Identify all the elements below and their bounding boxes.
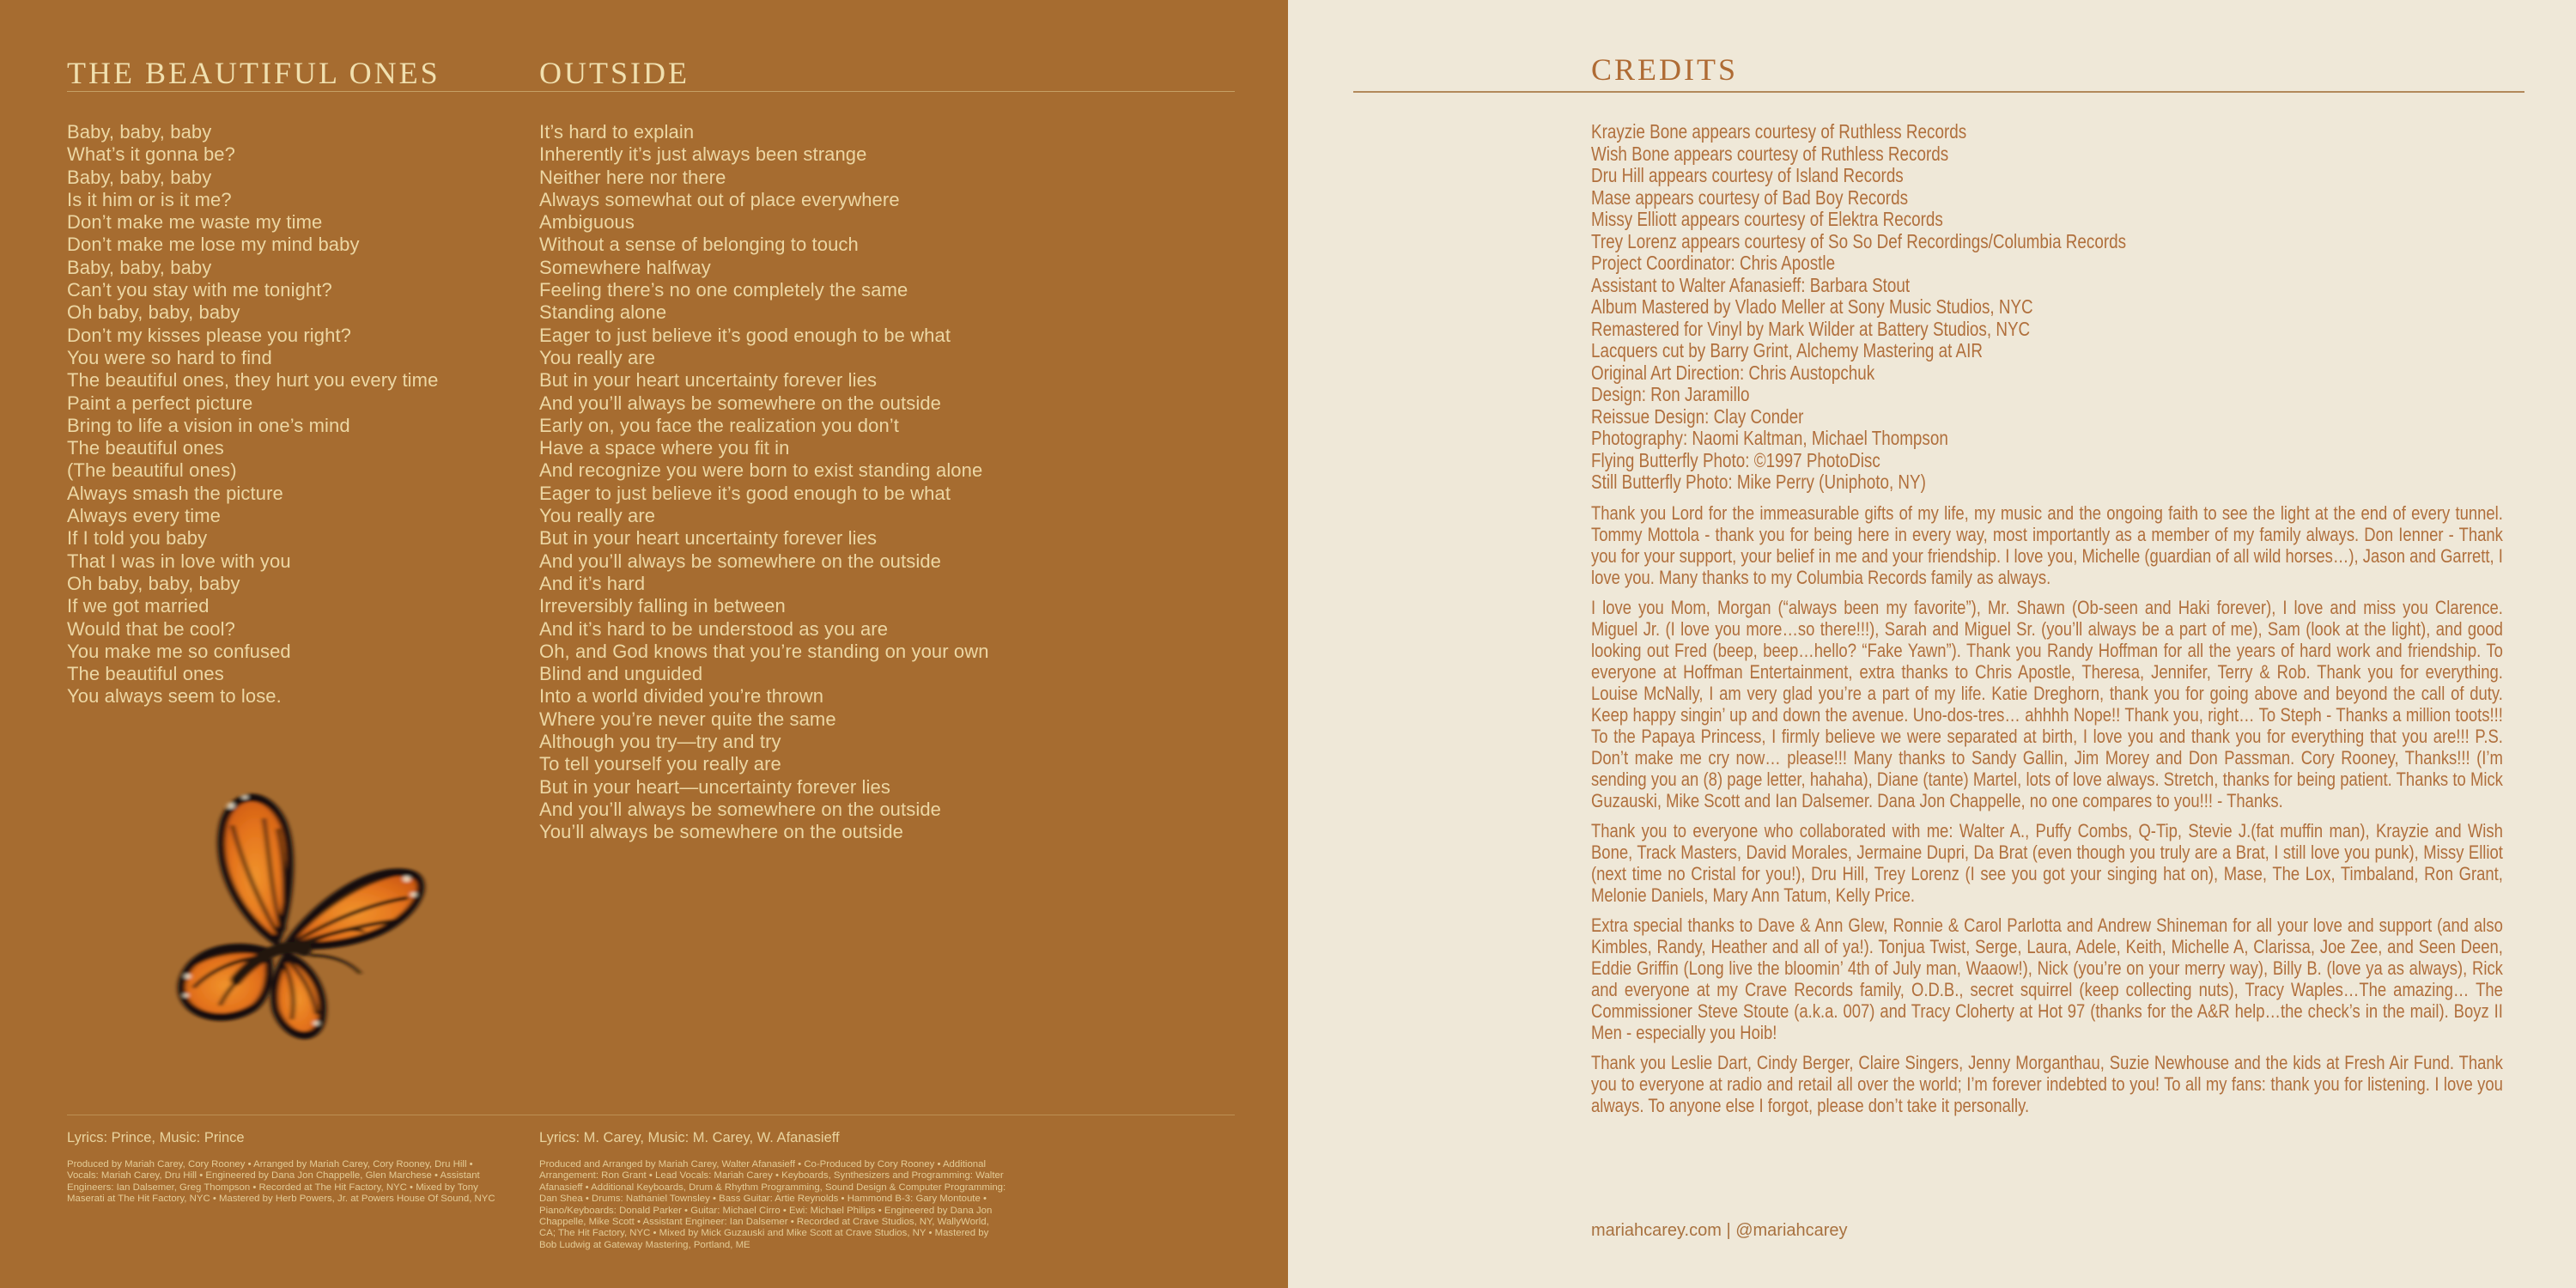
credit-line: Album Mastered by Vlado Meller at Sony Music Studios, NYC [1591, 295, 2033, 318]
credit-line: Remastered for Vinyl by Mark Wilder at Battery Studios, NYC [1591, 317, 2031, 340]
lyric-line: You’ll always be somewhere on the outside [539, 821, 903, 843]
credit-line: Still Butterfly Photo: Mike Perry (Uniphoto, NY) [1591, 471, 1926, 493]
credit-line: Original Art Direction: Chris Austopchuk [1591, 361, 1875, 384]
lyric-line: Would that be cool? [67, 617, 235, 640]
credit-line: Reissue Design: Clay Conder [1591, 404, 1804, 428]
thank-you-paragraph: I love you Mom, Morgan (“always been my favorite”), Mr. Shawn (Ob-seen and Haki forever), I love and miss you Clarence. Miguel Jr. (I love you more…so there!!!), Sarah and Miguel Sr. (you’ll always be a part of me), Sam (look at the light), and good looking out Fred (beep, beep…hello? “Fake Yawn”). Thank you Randy Hoffman for all the years of hard work and friendship. To everyone at Hoffman Entertainment, extra thanks to Chris Apostle, Theresa, Jennifer, Terry & Rob. Thank you for everything. Louise McNally, I am very glad you’re a part of my life. Katie Dreghorn, thank you for going above and beyond the call of duty. Keep happy singin’ up and down the avenue. Uno-dos-tres… ahhhh Nope!! Thank you, right… To Steph - Thanks a million toots!!! To the Papaya Princess, I firmly believe we were separated at birth, I love you and thank you for everything that you are!!! P.S. Don’t make me cry now… please!!! Many thanks to Sandy Gallin, Jim Morey and Don Passman. Cory Rooney, Thanks!!! (I’m sending you an (8) page letter, hahaha), Diane (tante) Martel, lots of love always. Stretch, thanks for being patient. Thanks to Mick Guzauski, Mike Scott and Ian Dalsemer. Dana Jon Chappelle, no one compares to you!!! - Thanks. [1591, 596, 2503, 811]
lyric-line: Feeling there’s no one completely the same [539, 279, 908, 301]
production-credit-outside: Produced and Arranged by Mariah Carey, Walter Afanasieff • Co-Produced by Cory Rooney • Additional Arrangement: Ron Grant • Lead Vocals: Mariah Carey • Keyboards, Synthesizers and Programming: Walter Afanasieff • Additional Keyboards, Drum & Rhythm Programming, Sound Design & Computer Programming: Dan Shea • Drums: Nathaniel Townsley • Bass Guitar: Artie Reynolds • Hammond B-3: Gary Montoute • Piano/Keyboards: Donald Parker • Guitar: Michael Cirro • Ewi: Michael Philips • Engineered by Dana Jon Chappelle, Mike Scott • Assistant Engineer: Ian Dalsemer • Recorded at Crave Studios, NY, WallyWorld, CA; The Hit Factory, NYC • Mixed by Mick Guzauski and Mike Scott at Crave Studios, NY • Mastered by Bob Ludwig at Gateway Mastering, Portland, ME [539, 1159, 1006, 1250]
lyric-line: What’s it gonna be? [67, 143, 235, 166]
lyric-line: Oh baby, baby, baby [67, 301, 240, 324]
credits-list [1591, 121, 2503, 494]
lyric-line: Don’t make me waste my time [67, 211, 323, 234]
lyric-line: But in your heart uncertainty forever lies [539, 369, 878, 392]
lyric-line: Somewhere halfway [539, 256, 711, 278]
lyric-line: Can’t you stay with me tonight? [67, 279, 332, 301]
lyric-line: (The beautiful ones) [67, 459, 237, 482]
lyric-line: And you’ll always be somewhere on the outside [539, 392, 941, 414]
lyric-line: You really are [539, 346, 656, 368]
lyric-line: You always seem to lose. [67, 685, 282, 708]
lyric-line: But in your heart—uncertainty forever lies [539, 775, 890, 798]
lyric-line: You were so hard to find [67, 346, 272, 368]
lyric-line: Always smash the picture [67, 482, 283, 504]
lyric-line: Baby, baby, baby [67, 166, 212, 188]
credits-divider-rule [1353, 91, 2524, 93]
lyric-line: Without a sense of belonging to touch [539, 234, 859, 256]
production-credit-the-beautiful-ones: Produced by Mariah Carey, Cory Rooney • Arranged by Mariah Carey, Cory Rooney, Dru Hill • Vocals: Mariah Carey, Dru Hill • Engineered by Dana Jon Chappelle, Glen Marchese • Assistant Engineers: Ian Dalsemer, Greg Thompson • Recorded at The Hit Factory, NYC • Mixed by Tony Maserati at The Hit Factory, NYC • Mastered by Herb Powers, Jr. at Powers House Of Sound, NYC [67, 1159, 495, 1205]
credit-line: Photography: Naomi Kaltman, Michael Thompson [1591, 427, 1948, 449]
lyric-line: Bring to life a vision in one’s mind [67, 414, 350, 436]
lyric-line: And it’s hard to be understood as you are [539, 617, 889, 640]
credits-content [1591, 121, 2503, 1125]
credit-line: Krayzie Bone appears courtesy of Ruthless Records [1591, 120, 1967, 143]
song-title-the-beautiful-ones: THE BEAUTIFUL ONES [67, 56, 440, 90]
lyric-line: Inherently it’s just always been strange [539, 143, 867, 166]
lyric-line: Oh, and God knows that you’re standing on your own [539, 640, 989, 662]
lyric-line: Where you’re never quite the same [539, 708, 836, 730]
lyric-line: If I told you baby [67, 527, 208, 550]
butterfly-image [156, 771, 434, 1049]
lyric-line: Standing alone [539, 301, 667, 324]
credits-page [1288, 0, 2576, 1288]
lyric-line: Blind and unguided [539, 663, 703, 685]
lyric-line: Early on, you face the realization you don’t [539, 414, 899, 436]
lyric-line: Neither here nor there [539, 166, 726, 188]
thank-you-notes [1591, 502, 2503, 1116]
lyric-line: And recognize you were born to exist standing alone [539, 459, 983, 482]
lyric-line: Into a world divided you’re thrown [539, 685, 824, 708]
lyric-line: Baby, baby, baby [67, 121, 212, 143]
songwriter-credit-the-beautiful-ones: Lyrics: Prince, Music: Prince [67, 1130, 245, 1145]
lyric-line: The beautiful ones [67, 663, 224, 685]
lyric-line: You make me so confused [67, 640, 291, 662]
song-title-outside: OUTSIDE [539, 56, 690, 90]
lyric-line: That I was in love with you [67, 550, 291, 572]
thank-you-paragraph: Thank you Leslie Dart, Cindy Berger, Claire Singers, Jenny Morganthau, Suzie Newhouse and the kids at Fresh Air Fund. Thank you to everyone at radio and retail all over the world; I’m forever indebted to you! To all my fans: thank you for listening. I love you always. To anyone else I forgot, please don’t take it personally. [1591, 1051, 2503, 1116]
credit-line: Flying Butterfly Photo: ©1997 PhotoDisc [1591, 448, 1880, 471]
credit-line: Dru Hill appears courtesy of Island Records [1591, 164, 1904, 186]
lyric-line: Ambiguous [539, 211, 635, 234]
lyric-line: You really are [539, 505, 656, 527]
lyric-line: Oh baby, baby, baby [67, 572, 240, 594]
lyric-line: And you’ll always be somewhere on the outside [539, 798, 941, 820]
lyrics-the-beautiful-ones [67, 121, 531, 708]
credits-title: CREDITS [1591, 52, 1739, 87]
credit-line: Mase appears courtesy of Bad Boy Records [1591, 185, 1909, 209]
credit-line: Trey Lorenz appears courtesy of So So Def Recordings/Columbia Records [1591, 229, 2127, 252]
credit-line: Missy Elliott appears courtesy of Elektra Records [1591, 208, 1943, 230]
lyric-line: It’s hard to explain [539, 121, 695, 143]
credit-line: Lacquers cut by Barry Grint, Alchemy Mastering at AIR [1591, 339, 1983, 361]
lyric-line: Don’t make me lose my mind baby [67, 234, 360, 256]
thank-you-paragraph: Thank you to everyone who collaborated with me: Walter A., Puffy Combs, Q-Tip, Stevie J.(fat muffin man), Krayzie and Wish Bone, Track Masters, David Morales, Jermaine Dupri, Da Brat (even though you truly are a Brat, I still love you punk), Missy Elliot (next time no Cristal for you!), Dru Hill, Trey Lorenz (I see you got your singing hat on), Mase, The Lox, Timbaland, Ron Grant, Melonie Daniels, Mary Ann Tatum, Kelly Price. [1591, 819, 2503, 906]
lyric-line: And it’s hard [539, 572, 646, 594]
title-divider-rule [67, 91, 1235, 92]
lyric-line: Paint a perfect picture [67, 392, 253, 414]
lyric-line: Eager to just believe it’s good enough to be what [539, 324, 951, 346]
lyric-line: The beautiful ones [67, 437, 224, 459]
credit-line: Assistant to Walter Afanasieff: Barbara Stout [1591, 273, 1911, 296]
lyric-line: Have a space where you fit in [539, 437, 790, 459]
songwriter-credit-outside: Lyrics: M. Carey, Music: M. Carey, W. Afanasieff [539, 1130, 840, 1145]
lyric-line: To tell yourself you really are [539, 753, 781, 775]
thank-you-paragraph: Extra special thanks to Dave & Ann Glew, Ronnie & Carol Parlotta and Andrew Shineman for all your love and support (and also Kimbles, Randy, Heather and all of ya!). Tonjua Twist, Serge, Laura, Adele, Keith, Michelle A, Clarissa, Joe Zee, and Seen Deen, Eddie Griffin (Long live the bloomin’ 4th of July man, Waaow!), Nick (you’re on your merry way), Billy B. (love ya as always), Rick and everyone at my Crave Records family, O.D.B., secret squirrel (keep collecting nuts), Tracy Waples…The amazing… The Commissioner Steve Stoute (a.k.a. 007) and Tracy Cloherty at Hot 97 (thanks for the A&R help…the check’s in the mail). Boyz II Men - especially you Hoib! [1591, 914, 2503, 1043]
credit-line: Design: Ron Jaramillo [1591, 383, 1750, 405]
lyric-line: The beautiful ones, they hurt you every time [67, 369, 439, 392]
thank-you-paragraph: Thank you Lord for the immeasurable gifts of my life, my music and the ongoing faith to see the light at the end of every tunnel. Tommy Mottola - thank you for being here in every way, most importantly as a member of my family always. Don Ienner - Thank you for your support, your belief in me and your friendship. I love you, Michelle (guardian of all wild horses…), Jason and Garrett, I love you. Many thanks to my Columbia Records family as always. [1591, 501, 2503, 588]
lyric-line: Is it him or is it me? [67, 188, 232, 210]
website-social-handle: mariahcarey.com | @mariahcarey [1591, 1221, 1848, 1240]
lyric-line: Don’t my kisses please you right? [67, 324, 352, 346]
lyric-line: Always every time [67, 505, 221, 527]
lyric-line: If we got married [67, 595, 210, 617]
credit-line: Project Coordinator: Chris Apostle [1591, 252, 1836, 274]
lyric-line: Baby, baby, baby [67, 256, 212, 278]
credit-line: Wish Bone appears courtesy of Ruthless Records [1591, 142, 1949, 165]
lyric-line: Irreversibly falling in between [539, 595, 786, 617]
lyric-line: And you’ll always be somewhere on the outside [539, 550, 941, 572]
lyrics-outside [539, 121, 1020, 844]
lyric-line: Always somewhat out of place everywhere [539, 188, 900, 210]
lyric-line: Eager to just believe it’s good enough to be what [539, 482, 951, 504]
lyric-line: But in your heart uncertainty forever lies [539, 527, 878, 550]
lyric-line: Although you try—try and try [539, 731, 781, 753]
